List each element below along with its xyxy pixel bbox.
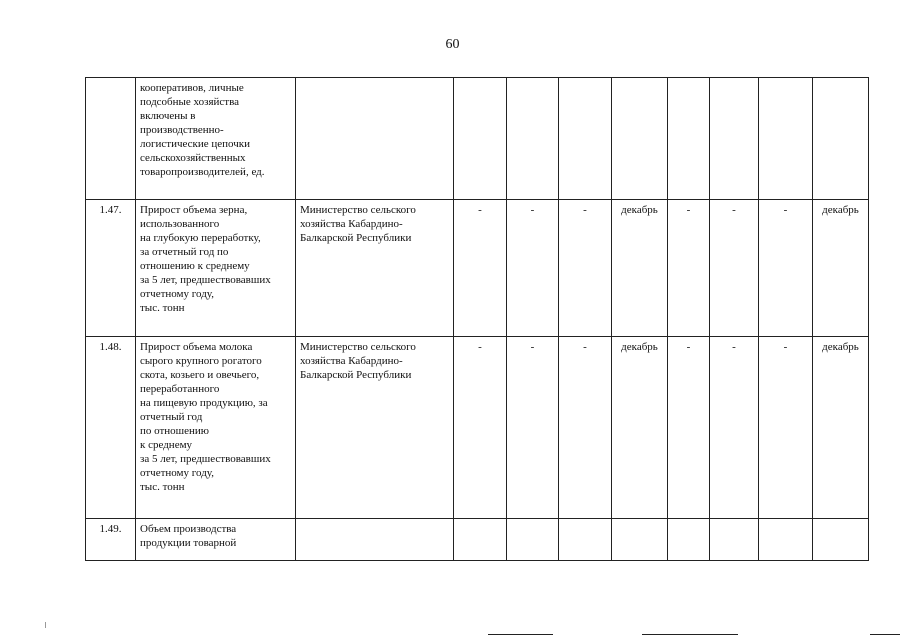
indicator-line: Объем производства xyxy=(140,523,237,535)
responsible-cell xyxy=(296,78,454,200)
page-number: 60 xyxy=(445,37,460,52)
indicator-line: за отчетный год по xyxy=(140,246,229,258)
row-number: 1.49. xyxy=(86,519,136,561)
indicator-line: кооперативов, личные xyxy=(140,82,244,94)
indicator-line: производственно- xyxy=(140,124,224,136)
indicator-line: включены в xyxy=(140,110,196,122)
indicator-line: на глубокую переработку, xyxy=(140,232,261,244)
indicator-line: Прирост объема зерна, xyxy=(140,204,248,216)
empty-cell xyxy=(559,78,612,200)
empty-cell xyxy=(813,78,869,200)
period-cell: декабрь xyxy=(813,200,869,337)
empty-cell xyxy=(668,78,710,200)
empty-cell xyxy=(454,78,507,200)
empty-cell xyxy=(507,519,559,561)
empty-cell xyxy=(507,78,559,200)
responsible-line: хозяйства Кабардино- xyxy=(300,355,403,367)
row-number xyxy=(86,78,136,200)
indicator-line: отношению к среднему xyxy=(140,260,250,272)
signature-line xyxy=(488,634,553,635)
period-cell: - xyxy=(668,200,710,337)
empty-cell xyxy=(612,78,668,200)
responsible-cell xyxy=(296,200,454,337)
indicator-line: за 5 лет, предшествовавших xyxy=(140,453,271,465)
responsible-line: Министерство сельского xyxy=(300,341,416,353)
empty-cell xyxy=(813,519,869,561)
responsible-line: хозяйства Кабардино- xyxy=(300,218,403,230)
responsible-line: Балкарской Республики xyxy=(300,232,412,244)
indicator-line: использованного xyxy=(140,218,220,230)
period-cell: - xyxy=(710,200,759,337)
period-cell: - xyxy=(559,337,612,519)
responsible-line: Министерство сельского xyxy=(300,204,416,216)
responsible-line: Балкарской Республики xyxy=(300,369,412,381)
indicator-line: скота, козьего и овечьего, xyxy=(140,369,260,381)
empty-cell xyxy=(710,78,759,200)
indicator-cell xyxy=(136,200,296,337)
indicator-line: подсобные хозяйства xyxy=(140,96,240,108)
indicator-line: к среднему xyxy=(140,439,193,451)
signature-line xyxy=(870,634,900,635)
indicator-line: сельскохозяйственных xyxy=(140,152,246,164)
indicator-line: отчетному году, xyxy=(140,467,214,479)
indicator-line: отчетному году, xyxy=(140,288,214,300)
indicator-line: Прирост объема молока xyxy=(140,341,253,353)
responsible-cell xyxy=(296,519,454,561)
indicator-line: тыс. тонн xyxy=(140,481,185,493)
indicator-line: продукции товарной xyxy=(140,537,237,549)
indicator-line: товаропроизводителей, ед. xyxy=(140,166,265,178)
indicator-cell xyxy=(136,337,296,519)
row-number: 1.48. xyxy=(86,337,136,519)
indicator-line: логистические цепочки xyxy=(140,138,251,150)
period-cell: - xyxy=(454,337,507,519)
period-cell: декабрь xyxy=(612,337,668,519)
empty-cell xyxy=(612,519,668,561)
indicator-line: переработанного xyxy=(140,383,220,395)
responsible-cell xyxy=(296,337,454,519)
row-number: 1.47. xyxy=(86,200,136,337)
period-cell: декабрь xyxy=(813,337,869,519)
indicator-line: за 5 лет, предшествовавших xyxy=(140,274,271,286)
indicator-line: сырого крупного рогатого xyxy=(140,355,262,367)
empty-cell xyxy=(759,519,813,561)
indicator-line: на пищевую продукцию, за xyxy=(140,397,268,409)
indicator-line: по отношению xyxy=(140,425,210,437)
period-cell: - xyxy=(759,200,813,337)
indicator-line: отчетный год xyxy=(140,411,203,423)
indicator-line: тыс. тонн xyxy=(140,302,185,314)
empty-cell xyxy=(454,519,507,561)
signature-line xyxy=(642,634,738,635)
period-cell: - xyxy=(759,337,813,519)
empty-cell xyxy=(668,519,710,561)
indicator-cell xyxy=(136,519,296,561)
period-cell: декабрь xyxy=(612,200,668,337)
empty-cell xyxy=(759,78,813,200)
empty-cell xyxy=(559,519,612,561)
period-cell: - xyxy=(507,200,559,337)
indicator-cell xyxy=(136,78,296,200)
period-cell: - xyxy=(559,200,612,337)
table-row xyxy=(86,519,869,561)
table-row xyxy=(86,200,869,337)
empty-cell xyxy=(710,519,759,561)
period-cell: - xyxy=(668,337,710,519)
period-cell: - xyxy=(710,337,759,519)
scan-mark xyxy=(45,622,46,628)
period-cell: - xyxy=(507,337,559,519)
plan-table xyxy=(85,77,869,561)
table-row xyxy=(86,337,869,519)
period-cell: - xyxy=(454,200,507,337)
table-row xyxy=(86,78,869,200)
